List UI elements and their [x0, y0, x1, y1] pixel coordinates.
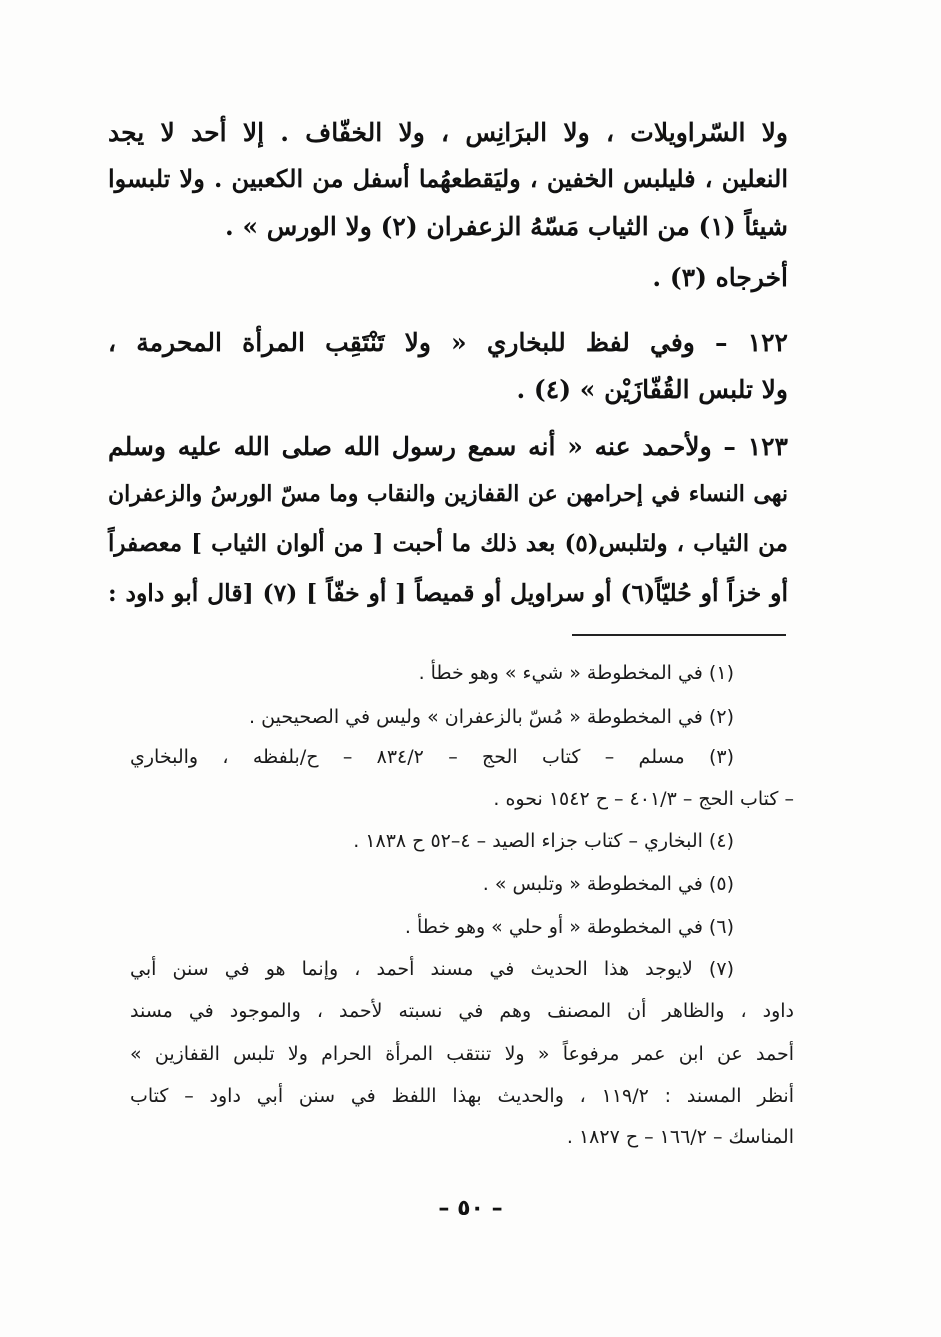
footnote-7-continued: داود ، والظاهر أن المصنف وهم في نسبته لأحمد ، والموجود في مسند	[130, 1000, 794, 1022]
footnote-5: (٥) في المخطوطة « وتلبس » .	[482, 873, 734, 895]
footnote-7-continued: أنظر المسند : ١١٩/٢ ، والحديث بهذا اللفظ في سنن أبي داود – كتاب	[130, 1085, 794, 1107]
hadith-123-heading: ١٢٣ – ولأحمد عنه « أنه سمع رسول الله صلى الله عليه وسلم	[108, 432, 788, 461]
main-text-line: أو خزاً أو حُليّاً(٦) أو سراويل أو قميصاً [ أو خفّاً ] (٧) [قال أبو داود :	[108, 579, 789, 607]
footnote-1: (١) في المخطوطة « شيء » وهو خطأ .	[418, 662, 734, 684]
footnote-3-continued: – كتاب الحج – ٤٠١/٣ – ح ١٥٤٢ نحوه .	[493, 788, 794, 810]
main-text-line: النعلين ، فليلبس الخفين ، وليَقطعهُما أسفل من الكعبين . ولا تلبسوا	[108, 164, 788, 193]
footnote-separator	[572, 634, 786, 636]
footnote-7-continued: أحمد عن ابن عمر مرفوعاً « ولا تنتقب المرأة الحرام ولا تلبس القفازين »	[130, 1043, 794, 1065]
footnote-3: (٣) مسلم – كتاب الحج – ٨٣٤/٢ – ح/بلفظه ، والبخاري	[130, 746, 734, 768]
main-text-line: نهى النساء في إحرامهن عن القفازين والنقاب وما مسّ الورسُ والزعفران	[108, 481, 788, 507]
footnote-4: (٤) البخاري – كتاب جزاء الصيد – ٤–٥٢ ح ١٨٣٨ .	[353, 830, 734, 852]
page-number: – ٥٠ –	[438, 1196, 503, 1221]
footnote-2: (٢) في المخطوطة « مُسّ بالزعفران » وليس في الصحيحين .	[249, 706, 734, 728]
hadith-122-heading: ١٢٢ – وفي لفظ للبخاري « ولا تَنْتَقِب المرأة المحرمة ،	[108, 328, 788, 357]
main-text-line: شيئاً (١) من الثياب مَسّهُ الزعفران (٢) ولا الورس » .	[225, 212, 788, 241]
footnote-7-continued: المناسك – ١٦٦/٢ – ح ١٨٢٧ .	[566, 1126, 794, 1148]
main-text-line: من الثياب ، ولتلبس(٥) بعد ذلك ما أحبت [ من ألوان الثياب ] معصفراً	[108, 530, 788, 557]
main-text-line: ولا تلبس القُفّازَيْن » (٤) .	[516, 375, 788, 404]
footnote-7: (٧) لايوجد هذا الحديث في مسند أحمد ، وإنما هو في سنن أبي	[130, 958, 734, 980]
footnote-6: (٦) في المخطوطة « أو حلي » وهو خطأ .	[404, 916, 734, 938]
main-text-line: أخرجاه (٣) .	[652, 263, 788, 292]
main-text-line: ولا السّراويلات ، ولا البرَانِس ، ولا الخفّاف . إلا أحد لا يجد	[108, 118, 788, 147]
